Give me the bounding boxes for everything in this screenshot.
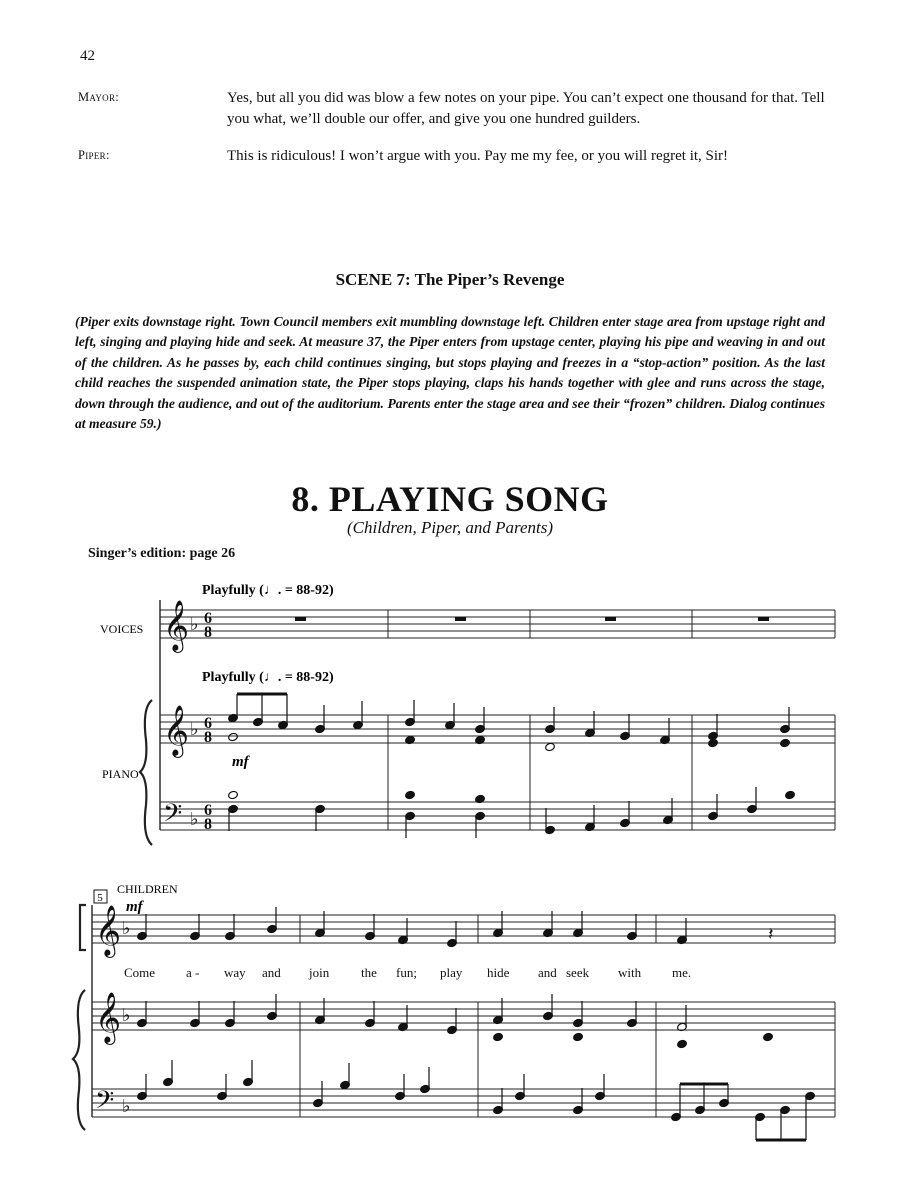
bass-clef-piano-2: 𝄢 <box>95 1087 115 1120</box>
vocal-bracket <box>80 905 86 950</box>
svg-text:♭: ♭ <box>190 719 199 739</box>
lyric-syllable: fun; <box>396 965 417 980</box>
dialog-piper: This is ridiculous! I won’t argue with you. Pay me my fee, or you will regret it, Sir! <box>227 148 729 164</box>
label-children: CHILDREN <box>117 882 178 896</box>
song-title: 8. PLAYING SONG <box>291 479 609 519</box>
treble-clef-children: 𝄞 <box>95 906 122 955</box>
piano-bass-staff-1 <box>160 715 835 830</box>
speaker-mayor: Mayor: <box>78 90 120 104</box>
lyric-syllable: with <box>618 965 642 980</box>
treble-clef-piano: 𝄞 <box>163 706 190 755</box>
piano-brace-2 <box>73 990 85 1130</box>
children-staff <box>92 915 835 943</box>
measure-number: 5 <box>97 892 103 904</box>
song-subtitle: (Children, Piper, and Parents) <box>346 518 554 537</box>
scene-title: SCENE 7: The Piper’s Revenge <box>335 270 565 289</box>
lyric-syllable: the <box>361 965 377 980</box>
lyric-syllable: play <box>440 965 463 980</box>
time-top-voices: 6 <box>204 610 212 627</box>
tempo-voices: Playfully (♩. = 88-92) <box>202 583 334 598</box>
dynamic-children: mf <box>126 899 143 915</box>
lyric-syllable: Come <box>124 965 156 980</box>
piano-brace-1 <box>140 700 152 845</box>
lyric-syllable: me. <box>672 965 692 980</box>
bass-clef-piano: 𝄢 <box>163 800 183 833</box>
lyric-syllable: seek <box>566 965 590 980</box>
treble-clef-voices: 𝄞 <box>163 601 190 650</box>
lyric-syllable: and <box>262 965 281 980</box>
time-bottom-voices: 8 <box>204 624 212 641</box>
dialog-mayor: Yes, but all you did was blow a few notes on your pipe. You can’t expect one thousand for that. Tell you what, we’ll double our offer, and give you one hundred guilders. <box>227 90 825 127</box>
tempo-piano: Playfully (♩. = 88-92) <box>202 670 334 685</box>
time-bottom-piano: 8 <box>204 729 212 746</box>
label-piano: PIANO <box>102 767 139 781</box>
page-number: 42 <box>80 48 95 64</box>
svg-text:♭: ♭ <box>122 1096 131 1116</box>
svg-text:♭: ♭ <box>190 809 199 829</box>
lyric-syllable: and <box>538 965 557 980</box>
treble-clef-piano-2: 𝄞 <box>95 993 122 1042</box>
lyric-syllable: way <box>224 965 246 980</box>
svg-text:♭: ♭ <box>122 918 131 938</box>
singers-edition-note: Singer’s edition: page 26 <box>88 546 236 561</box>
quarter-rest: 𝄽 <box>768 924 774 944</box>
svg-text:♭: ♭ <box>190 614 199 634</box>
label-voices: VOICES <box>100 622 144 636</box>
stage-direction: (Piper exits downstage right. Town Council members exit mumbling downstage left. Children enter stage area from upstage right and left, singing and playing hide and seek. At measure 37, the Piper enters from upstage center, playing his pipe and weaving in and out of the children. As he passes by, each child continues singing, but stops playing and freezes in a “stop-action” position. As the last child reaches the suspended animation state, the Piper stops playing, claps his hands together with glee and runs across the stage, down through the audience, and out of the auditorium. Parents enter the stage area and see their “frozen” children. Dialog continues at measure 59.) <box>75 314 825 432</box>
dynamic-piano: mf <box>232 754 249 770</box>
lyric-syllable: a - <box>186 965 200 980</box>
svg-text:♭: ♭ <box>122 1005 131 1025</box>
voices-staff <box>160 610 835 638</box>
time-top-piano: 6 <box>204 715 212 732</box>
piano-treble-staff-2 <box>92 1002 835 1030</box>
lyric-syllable: hide <box>487 965 510 980</box>
time-bottom-bass: 8 <box>204 816 212 833</box>
lyric-syllable: join <box>309 965 330 980</box>
time-top-bass: 6 <box>204 802 212 819</box>
speaker-piper: Piper: <box>78 148 110 162</box>
